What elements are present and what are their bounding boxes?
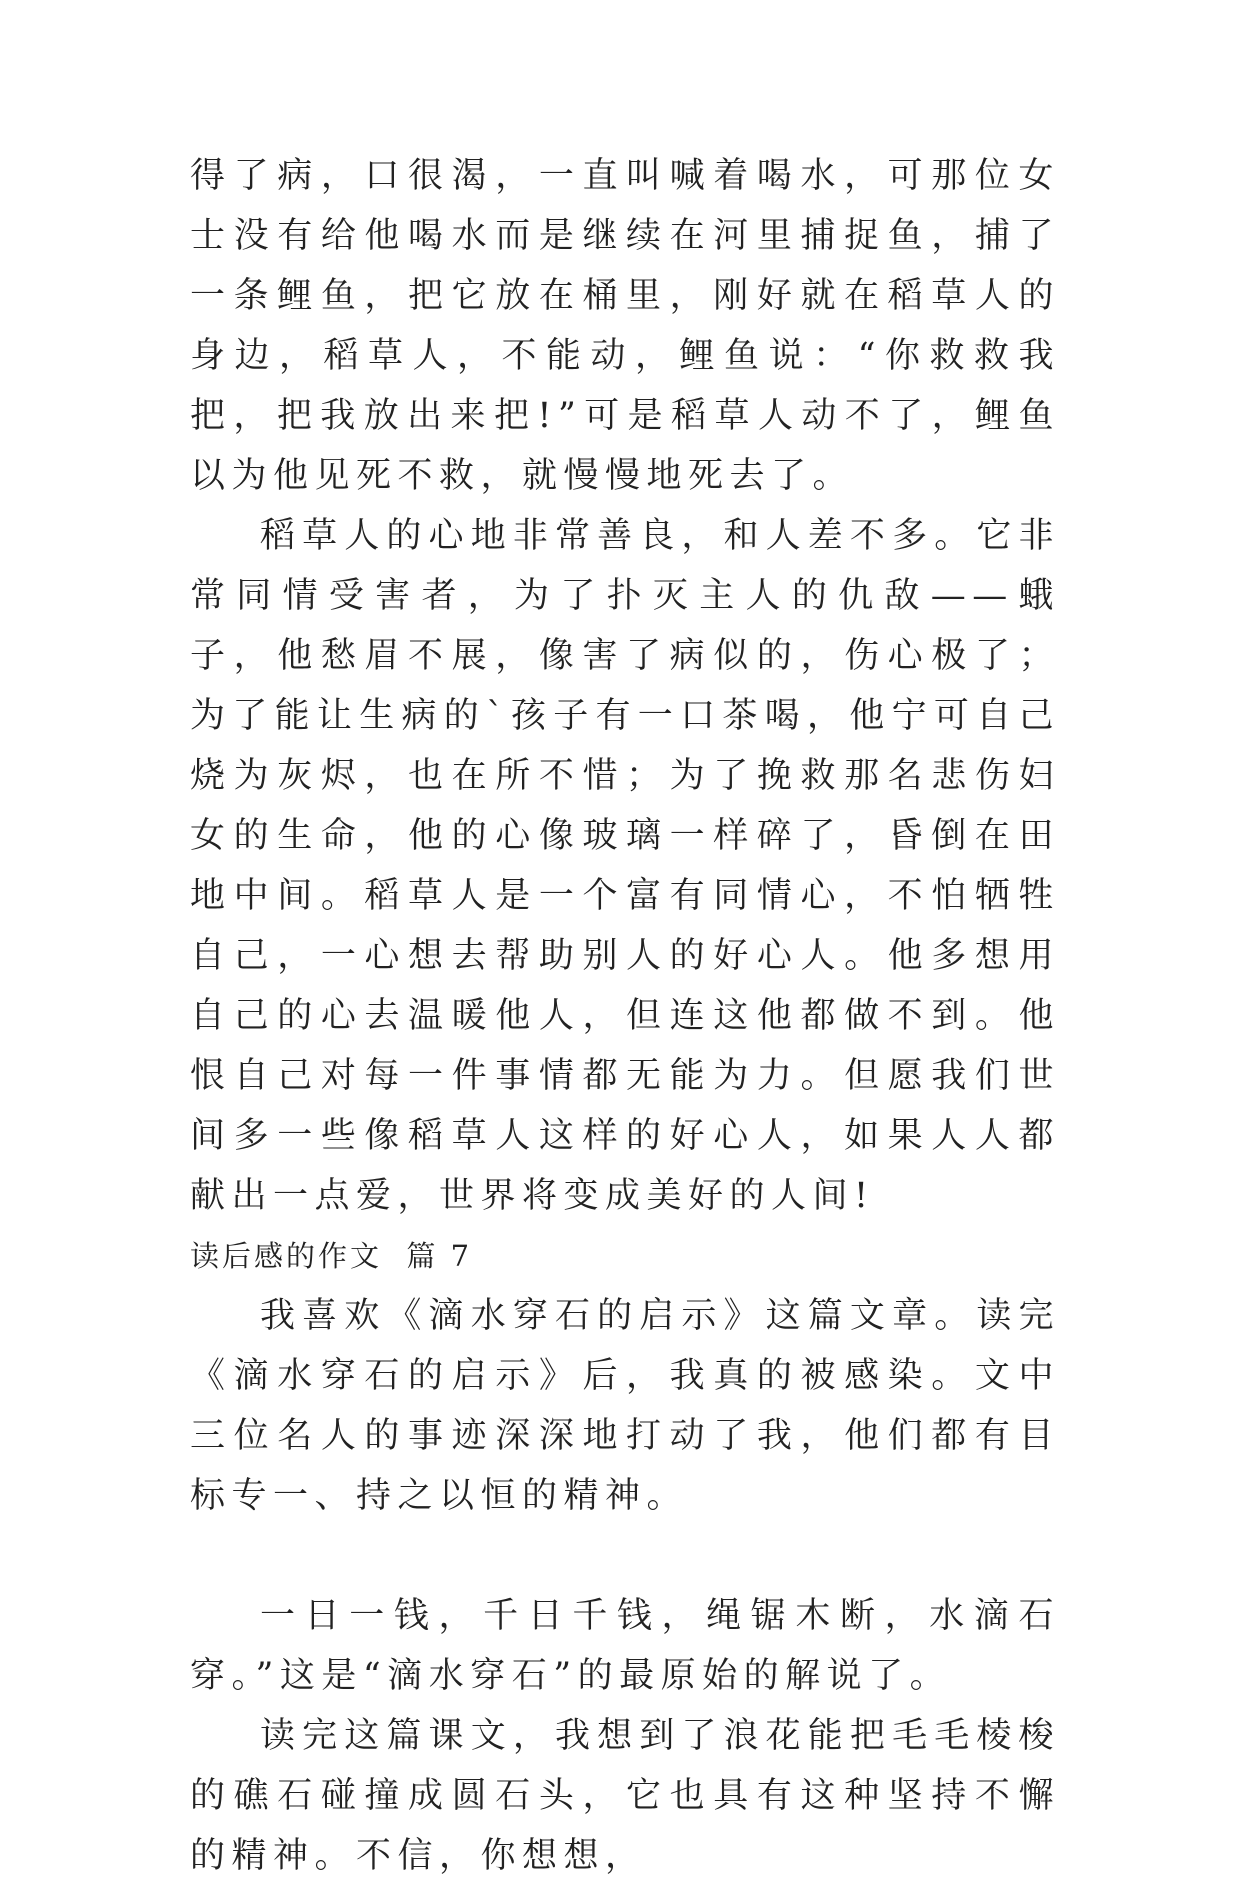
paragraph-waves: 读完这篇课文，我想到了浪花能把毛毛棱梭的礁石碰撞成圆石头，它也具有这种坚持不懈的精神。不信，你想想，: [190, 1716, 1060, 1876]
paragraph-quote: 一日一钱，千日千钱，绳锯木断，水滴石穿。”这是“滴水穿石”的最原始的解说了。: [190, 1596, 1060, 1696]
paragraph-continued: 得了病，口很渴，一直叫喊着喝水，可那位女士没有给他喝水而是继续在河里捕捉鱼，捕了一条鲤鱼，把它放在桶里，刚好就在稻草人的身边，稻草人，不能动，鲤鱼说：“你救救我把，把我放出来把!”可是稻草人动不了，鲤鱼以为他见死不救，就慢慢地死去了。: [190, 156, 1060, 496]
blank-line: [190, 1526, 1060, 1586]
paragraph-scarecrow: 稻草人的心地非常善良，和人差不多。它非常同情受害者，为了扑灭主人的仇敌——蛾子，他愁眉不展，像害了病似的，伤心极了；为了能让生病的`孩子有一口茶喝，他宁可自己烧为灰烬，也在所不惜；为了挽救那名悲伤妇女的生命，他的心像玻璃一样碎了，昏倒在田地中间。稻草人是一个富有同情心，不怕牺牲自己，一心想去帮助别人的好心人。他多想用自己的心去温暖他人，但连这他都做不到。他恨自己对每一件事情都无能为力。但愿我们世间多一些像稻草人这样的好心人，如果人人都献出一点爱，世界将变成美好的人间!: [190, 516, 1060, 1216]
section-heading: 读后感的作文 篇 7: [190, 1239, 473, 1273]
paragraph-intro: 我喜欢《滴水穿石的启示》这篇文章。读完《滴水穿石的启示》后，我真的被感染。文中三位名人的事迹深深地打动了我，他们都有目标专一、持之以恒的精神。: [190, 1296, 1060, 1516]
document-body: [190, 146, 1060, 1886]
